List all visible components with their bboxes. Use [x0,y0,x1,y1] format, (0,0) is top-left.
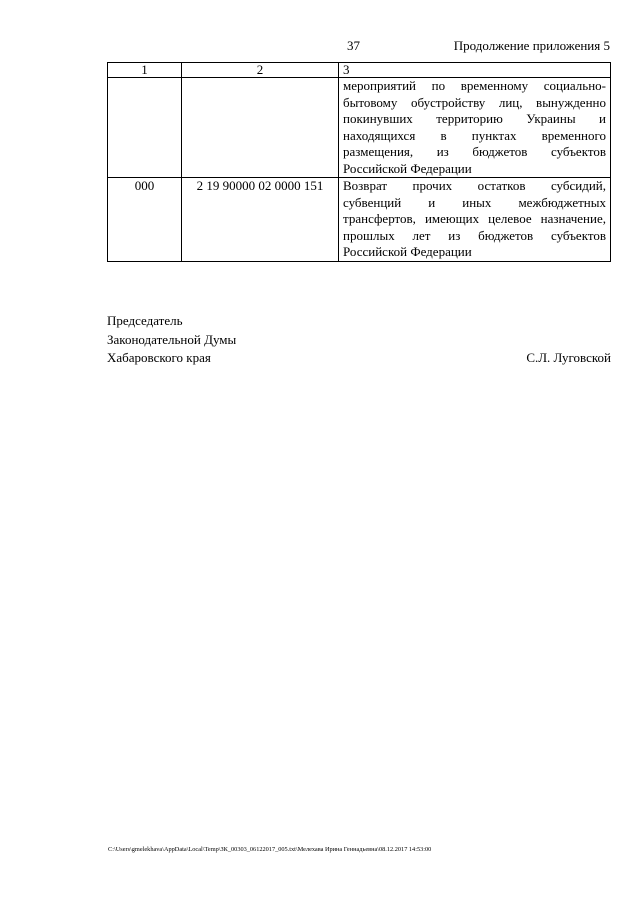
description-line: размещения, из бюджетов субъектов [343,144,606,159]
description-line: Российской Федерации [343,244,472,259]
signer-title-line: Хабаровского края [107,350,211,365]
table-row [108,178,611,262]
income-code-cell [182,78,339,178]
column-number-2: 2 [182,63,339,78]
table-row [108,78,611,178]
column-number-1: 1 [108,63,182,78]
signer-title-line: Председатель [107,313,183,328]
admin-code-cell [108,78,182,178]
description-line: Российской Федерации [343,160,472,176]
description-line: трансфертов, имеющих целевое назначение, [343,211,606,226]
description-line: Возврат прочих остатков субсидий, [343,178,606,193]
description-line: мероприятий по временному социально- [343,78,606,93]
column-number-3: 3 [339,63,611,78]
income-code-cell: 2 19 90000 02 0000 151 [182,178,339,262]
signer-title-line: Законодательной Думы [107,331,237,347]
signature-block [107,312,611,368]
description-cell [339,178,611,262]
description-line: покинувших территорию Украины и [343,111,606,126]
signer-row [107,349,611,368]
description-line: прошлых лет из бюджетов субъектов [343,227,606,243]
description-line: находящихся в пунктах временного [343,127,606,143]
admin-code-cell: 000 [108,178,182,262]
description-line: субвенций и иных межбюджетных [343,194,606,210]
continuation-label: Продолжение приложения 5 [453,38,610,53]
description-cell [339,78,611,178]
description-line: бытовому обустройству лиц, вынужденно [343,94,606,110]
signer-name: С.Л. Луговской [526,350,611,365]
budget-table [107,62,611,262]
footer-file-path: C:\Users\gmelekhava\AppData\Local\Temp\ЗК_00303_06122017_005.txt\Мелехава Ирина Геннадьевна\08.12.2017 14:53:00 [108,846,432,853]
page-number: 37 [347,38,360,53]
table-header-row [108,63,611,78]
